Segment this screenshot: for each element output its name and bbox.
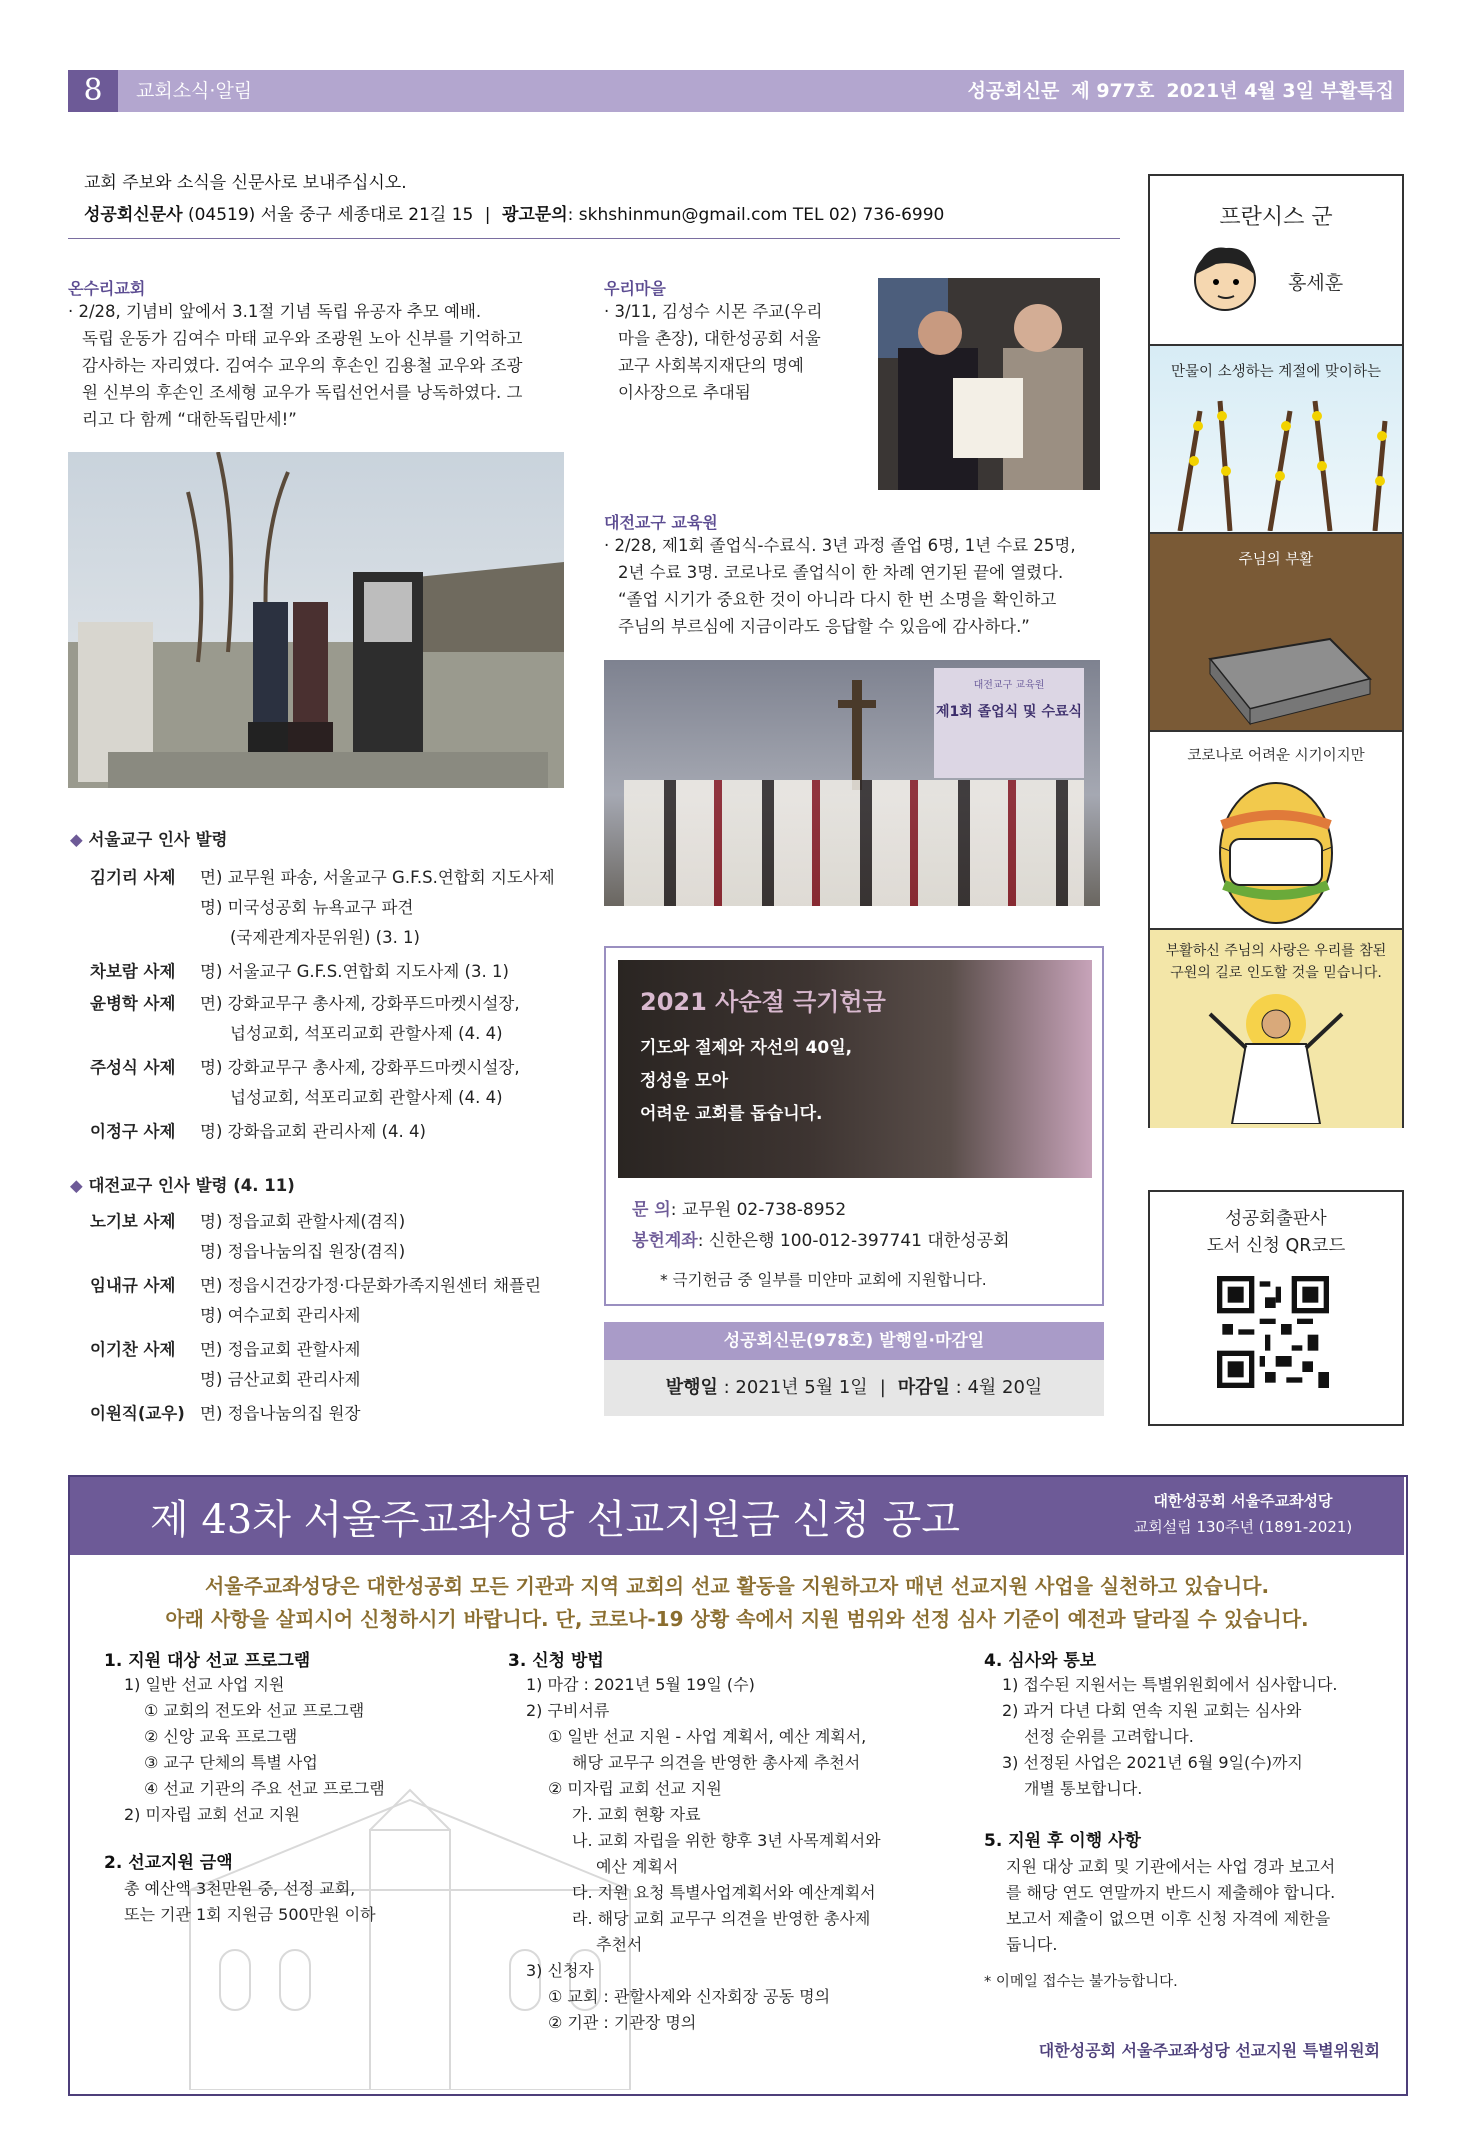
section-2-line: 총 예산액 3천만원 중, 선정 교회, [124,1879,356,1898]
notice-intro-line: 아래 사항을 살피시어 신청하시기 바랍니다. 단, 코로나-19 상황 속에서 지원 범위와 선정 심사 기준이 예전과 달라질 수 있습니다. [165,1607,1309,1631]
section-3-line: ② 미자립 교회 선교 지원 [548,1779,722,1798]
appointee-name: 김기리 사제 [90,868,176,887]
section-3-title: 3. 신청 방법 [508,1651,604,1671]
onsuri-line: 독립 운동가 김여수 마태 교우와 조광원 노아 신부를 기억하고 [82,329,523,348]
qr-caption [1150,1206,1402,1260]
appointee-name: 임내규 사제 [90,1276,176,1295]
ad-contact: : skhshinmun@gmail.com TEL 02) 736-6990 [567,205,945,225]
daejeon-personnel-heading: 대전교구 인사 발령 (4. 11) [88,1176,295,1195]
risen-jesus-icon [1150,984,1402,1124]
appointment-line: 명) 정읍나눔의집 원장(겸직) [200,1242,406,1261]
appointment-line: 명) 여수교회 관리사제 [200,1306,361,1325]
lent-message [640,1032,852,1131]
section-3-line: 해당 교무구 의견을 반영한 총사제 추천서 [572,1753,861,1772]
appointee-name: 이원직(교우) [90,1404,185,1423]
appointment-line: 명) 금산교회 관리사제 [200,1370,361,1389]
pub-date: : 2021년 5월 1일 [717,1377,868,1398]
lent-message-line: 어려운 교회를 돕습니다. [640,1104,823,1124]
section-4-line: 개별 통보합니다. [1024,1779,1143,1798]
schedule-dates: 발행일 : 2021년 5월 1일 | 마감일 : 4월 20일 [604,1360,1104,1416]
qr-code[interactable] [1217,1276,1329,1388]
appointment-line: 넙성교회, 석포리교회 관할사제 (4. 4) [230,1088,503,1107]
section-5-line: 를 해당 연도 연말까지 반드시 제출해야 합니다. [1006,1883,1336,1902]
section-3-line: ① 일반 선교 지원 - 사업 계획서, 예산 계획서, [548,1727,867,1746]
appointment-line: 면) 강화교무구 총사제, 강화푸드마켓시설장, [200,994,520,1013]
publisher-name: 성공회신문사 [84,205,183,225]
email-note: * 이메일 접수는 불가능합니다. [984,1974,1178,1990]
section-1-title: 1. 지원 대상 선교 프로그램 [104,1651,311,1671]
notice-intro [70,1570,1404,1636]
masthead-info [956,70,1394,112]
cartoon-panel-spring [1150,344,1402,534]
appointment-line: (국제관계자문위원) (3. 1) [230,928,420,947]
section-5-line: 지원 대상 교회 및 기관에서는 사업 경과 보고서 [1006,1857,1336,1876]
lent-offering-image [618,960,1092,1178]
onsuri-line: 원 신부의 후손인 조세형 교우가 독립선언서를 낭독하였다. 그 [82,383,523,402]
urimaeul-line: 교구 사회복지재단의 명예 [618,356,804,375]
qr-caption-line: 성공회출판사 [1225,1209,1327,1229]
contact-line-2: 성공회신문사 (04519) 서울 중구 세종대로 21길 15 | 광고문의: skhshinmun@gmail.com TEL 02) 736-6990 [84,205,945,225]
section-3-line: ① 교회 : 관할사제와 신자회장 공동 명의 [548,1987,831,2006]
onsuri-line: 리고 다 함께 “대한독립만세!” [82,410,297,429]
onsuri-body [68,298,578,433]
appointment-line: 명) 서울교구 G.F.S.연합회 지도사제 (3. 1) [200,962,509,981]
banner-small-text: 대전교구 교육원 [973,680,1045,691]
section-1-line: 2) 미자립 교회 선교 지원 [124,1805,300,1824]
cartoon-title-panel [1150,176,1402,344]
contact-line-1: 교회 주보와 소식을 신문사로 보내주십시오. [84,173,407,193]
appointment-line: 면) 정읍시건강가정·다문화가족지원센터 채플린 [200,1276,541,1295]
appointee-name: 이기찬 사제 [90,1340,176,1359]
caption-line: 구원의 길로 인도할 것을 믿습니다. [1170,965,1382,981]
seoul-personnel-heading: 서울교구 인사 발령 [88,830,228,849]
notice-signature: 대한성공회 서울주교좌성당 선교지원 특별위원회 [1038,2041,1380,2060]
paper-name: 성공회신문 [967,80,1060,102]
urimaeul-line: · 3/11, 김성수 시몬 주교(우리 [604,302,823,321]
onsuri-line: 감사하는 자리였다. 김여수 교우의 후손인 김용철 교우와 조광 [82,356,523,375]
section-1-line: 1) 일반 선교 사업 지원 [124,1675,285,1694]
publisher-address: (04519) 서울 중구 세종대로 21길 15 [187,205,474,225]
urimaeul-line: 이사장으로 추대됨 [618,383,751,402]
lent-account [632,1226,1010,1251]
section-2-title: 2. 선교지원 금액 [104,1853,233,1873]
appointment-line: 명) 강화교무구 총사제, 강화푸드마켓시설장, [200,1058,520,1077]
graduation-photo [604,660,1100,906]
cartoon-panel-risen [1150,928,1402,1128]
onsuri-title: 온수리교회 [68,279,146,298]
graduation-banner [934,668,1084,778]
section-4-line: 1) 접수된 지원서는 특별위원회에서 심사합니다. [1002,1675,1338,1694]
section-1-line: ② 신앙 교육 프로그램 [144,1727,298,1746]
notice-org: 대한성공회 서울주교좌성당 [1153,1492,1333,1510]
cartoon-caption-3: 코로나로 어려운 시기이지만 [1187,748,1365,764]
cartoon-strip [1148,174,1404,1128]
section-1-line: ④ 선교 기관의 주요 선교 프로그램 [144,1779,385,1798]
urimaeul-award-photo [878,278,1100,490]
section-3-line: 가. 교회 현황 자료 [572,1805,701,1824]
due-label: 마감일 [897,1377,950,1398]
inquiry-value: : 교무원 02-738-8952 [670,1200,847,1220]
cartoon-author: 홍세훈 [1288,272,1344,294]
urimaeul-line: 마을 촌장), 대한성공회 서울 [618,329,821,348]
section-3-line: 3) 신청자 [526,1961,594,1980]
appointment-line: 면) 교무원 파송, 서울교구 G.F.S.연합회 지도사제 [200,868,555,887]
onsuri-line: · 2/28, 기념비 앞에서 3.1절 기념 독립 유공자 추모 예배. [68,302,482,321]
appointment-line: 명) 미국성공회 뉴욕교구 파견 [200,898,414,917]
qr-caption-line: 도서 신청 QR코드 [1206,1236,1346,1256]
section-label: 교회소식·알림 [136,80,253,102]
cartoon-caption-2: 주님의 부활 [1238,552,1314,568]
account-label: 봉헌계좌 [632,1231,698,1251]
notice-anniversary: 교회설립 130주년 (1891-2021) [1133,1518,1353,1536]
inquiry-label: 문 의 [632,1200,671,1220]
section-4-line: 2) 과거 다년 다회 연속 지원 교회는 심사와 [1002,1701,1302,1720]
cartoon-title: 프란시스 군 [1219,205,1333,230]
page-number: 8 [68,70,118,112]
daejeon-edu-body [604,532,1124,640]
lent-note: * 극기헌금 중 일부를 미얀마 교회에 지원합니다. [660,1271,987,1289]
section-4-line: 3) 선정된 사업은 2021년 6월 9일(수)까지 [1002,1753,1303,1772]
forsythia-branches-icon [1150,381,1402,531]
appointee-name: 차보람 사제 [90,962,176,981]
empty-tomb-icon [1150,569,1402,729]
appointee-name: 윤병학 사제 [90,994,176,1013]
section-5-line: 둡니다. [1006,1935,1058,1954]
appointee-name: 주성식 사제 [90,1058,176,1077]
section-4-title: 4. 심사와 통보 [984,1651,1097,1671]
appointment-line: 넙성교회, 석포리교회 관할사제 (4. 4) [230,1024,503,1043]
daejeon-edu-line: 주님의 부르심에 지금이라도 응답할 수 있음에 감사하다.” [618,617,1030,636]
urimaeul-title: 우리마을 [604,279,666,298]
issue-number: 제 977호 [1071,80,1155,102]
pub-label: 발행일 [665,1377,718,1398]
section-3-line: ② 기관 : 기관장 명의 [548,2013,697,2032]
section-3-line: 1) 마감 : 2021년 5월 19일 (수) [526,1675,755,1694]
lent-message-line: 기도와 절제와 자선의 40일, [640,1038,853,1058]
due-date: : 4월 20일 [949,1377,1043,1398]
appointment-line: 면) 정읍교회 관할사제 [200,1340,361,1359]
divider [68,238,1120,239]
appointee-name: 노기보 사제 [90,1212,176,1231]
section-3-line: 추천서 [596,1935,643,1954]
lent-inquiry [632,1195,846,1220]
daejeon-edu-line: · 2/28, 제1회 졸업식-수료식. 3년 과정 졸업 6명, 1년 수료 25명, [604,536,1076,555]
daejeon-edu-title: 대전교구 교육원 [604,513,718,532]
notice-intro-line: 서울주교좌성당은 대한성공회 모든 기관과 지역 교회의 선교 활동을 지원하고자 매년 선교지원 사업을 실천하고 있습니다. [204,1574,1270,1598]
notice-title: 제 43차 서울주교좌성당 선교지원금 신청 공고 [150,1497,960,1543]
section-4-line: 선정 순위를 고려합니다. [1024,1727,1194,1746]
ad-label: 광고문의 [501,205,568,225]
lent-message-line: 정성을 모아 [640,1071,729,1091]
section-2-line: 또는 기관 1회 지원금 500만원 이하 [124,1905,376,1924]
lent-title: 2021 사순절 극기헌금 [640,988,886,1016]
appointee-name: 이정구 사제 [90,1122,176,1141]
section-5-title: 5. 지원 후 이행 사항 [984,1831,1141,1851]
section-3-line: 라. 해당 교회 교무구 의견을 반영한 총사제 [572,1909,871,1928]
appointment-line: 명) 강화읍교회 관리사제 (4. 4) [200,1122,426,1141]
cartoon-panel-tomb [1150,532,1402,732]
appointment-line: 면) 정읍나눔의집 원장 [200,1404,361,1423]
schedule-title: 성공회신문(978호) 발행일·마감일 [604,1322,1104,1360]
section-3-line: 2) 구비서류 [526,1701,610,1720]
daejeon-edu-line: 2년 수료 3명. 코로나로 졸업식이 한 차례 연기된 끝에 열렸다. [618,563,1064,582]
daejeon-personnel-title: ◆ 대전교구 인사 발령 (4. 11) [70,1176,295,1195]
section-5-line: 보고서 제출이 없으면 이후 신청 자격에 제한을 [1006,1909,1331,1928]
cartoon-character-face [1186,238,1264,316]
appointment-line: 명) 정읍교회 관할사제(겸직) [200,1212,406,1231]
section-1-line: ③ 교구 단체의 특별 사업 [144,1753,318,1772]
cartoon-panel-egg [1150,730,1402,930]
onsuri-memorial-photo [68,452,564,788]
section-3-line: 다. 지원 요청 특별사업계획서와 예산계획서 [572,1883,876,1902]
account-value: : 신한은행 100-012-397741 대한성공회 [697,1231,1010,1251]
cartoon-caption-1: 만물이 소생하는 계절에 맞이하는 [1171,364,1381,380]
section-3-line: 나. 교회 자립을 위한 향후 3년 사목계획서와 [572,1831,881,1850]
banner-title: 제1회 졸업식 및 수료식 [935,704,1083,720]
section-3-line: 예산 계획서 [596,1857,679,1876]
caption-line: 부활하신 주님의 사랑은 우리를 참된 [1165,943,1387,959]
issue-date: 2021년 4월 3일 부활특집 [1166,80,1394,102]
daejeon-edu-line: “졸업 시기가 중요한 것이 아니라 다시 한 번 소명을 확인하고 [618,590,1057,609]
cartoon-caption-4 [1150,940,1402,984]
section-1-line: ① 교회의 전도와 선교 프로그램 [144,1701,365,1720]
seoul-personnel-title: ◆ 서울교구 인사 발령 [70,830,228,849]
masked-easter-egg-icon [1150,765,1402,925]
urimaeul-body [604,298,864,406]
